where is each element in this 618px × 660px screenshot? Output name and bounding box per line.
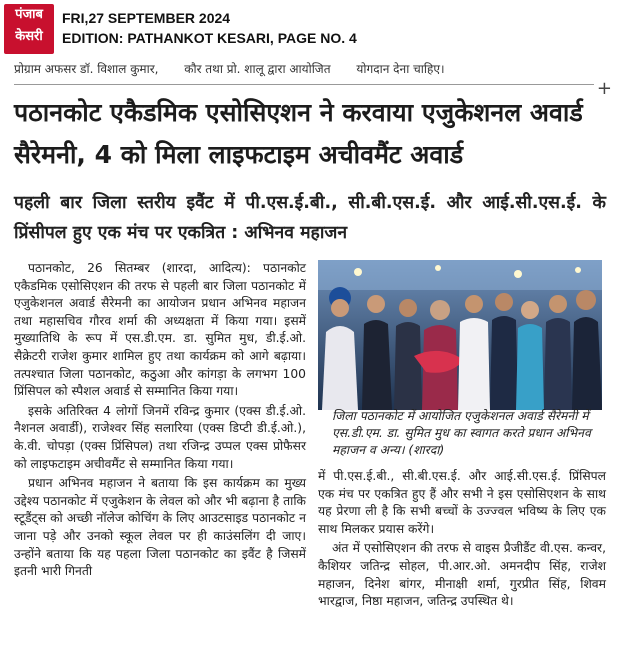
edition-name: EDITION: PATHANKOT KESARI, PAGE NO. 4 [62,30,357,46]
article-paragraph: अंत में एसोसिएशन की तरफ से वाइस प्रैजीडैंट वी.एस. कन्वर, कैशियर जतिन्द्र सोहल, पी.आर.ओ. अमनदीप सिंह, राजेश महाजन, दिनेश बांगर, मीनाक्षी शर्मा, गुरप्रीत सिंह, शिवम भारद्वाज, निष्ठा महाजन, जतिन्द्र उपस्थित थे। [318,541,606,609]
logo-line-2: केसरी [15,29,43,44]
crosshair-plus-icon: + [596,78,612,99]
article-paragraph: प्रधान अभिनव महाजन ने बताया कि इस कार्यक्रम का मुख्य उद्देश्य पठानकोट में एजुकेशन के लेवल को और भी बढ़ाना है ताकि स्टूडैंट्स को अच्छी नॉलेज कोचिंग के लिए आउटसाइड पठानकोट न जाना पड़े और उनको स्कूल लेवल पर ही काउंसलिंग दी जाए। उन्होंने बताया कि यह पहला जिला पठानकोट का इवैंट है जिसमें इतनी भारी गिनती [14,476,306,579]
logo-line-1: पंजाब [15,7,43,22]
cutline-fragment: प्रोग्राम अफसर डॉ. विशाल कुमार, [14,62,159,76]
previous-article-cutline [14,60,604,77]
divider-line [14,84,594,85]
article-column-right [318,468,606,611]
cutline-fragment: कौर तथा प्रो. शालू द्वारा आयोजित [184,62,331,76]
article-paragraph: में पी.एस.ई.बी., सी.बी.एस.ई. और आई.सी.एस.ई. प्रिंसिपल एक मंच पर एकत्रित हुए हैं और सभी ने इस एसोसिएशन के साथ यह प्रेरणा ली है कि सभी बच्चों के उज्ज्वल भविष्य के लिए एक साथ मिलकर प्रयास करेंगे। [318,469,606,536]
article-paragraph: पठानकोट, 26 सितम्बर (शारदा, आदित्य): पठानकोट एकैडमिक एसोसिएशन की तरफ से पहली बार जिला पठानकोट में एजुकेशनल अवार्ड सैरेमनी का आयोजन प्रधान अभिनव महाजन तथा महासचिव गौरव शर्मा की अध्यक्षता में किया गया। इसमें मुख्यातिथि के रूप में एस.डी.एम. डा. सुमित मुध, डी.ई.ओ. सैक्रेटरी राजेश कुमार शामिल हुए तथा कार्यक्रम को आगे बढ़ाया। तत्पश्चात जिला पठानकोट, कठुआ और कांगड़ा के लगभग 100 प्रिंसिपल को स्पैशल अवार्ड से सम्मानित किया गया। [14,261,306,399]
edition-meta [62,8,357,48]
event-photo [318,260,602,410]
article-paragraph: इसके अतिरिक्त 4 लोगों जिनमें रविन्द्र कुमार (एक्स डी.ई.ओ. नैशनल अवार्डी), राजेश्वर सिंह सलारिया (एक्स डिप्टी डी.ई.ओ.), के.वी. चोपड़ा (एक्स प्रिंसिपल) तथा रजिन्द्र उप्पल एक्स प्रोफैसर को लाइफटाइम अचीवमैंट से सम्मानित किया गया। [14,403,306,471]
event-photo-illustration [318,260,602,410]
article-headline: पठानकोट एकैडमिक एसोसिएशन ने करवाया एजुकेशनल अवार्ड सैरेमनी, 4 को मिला लाइफटाइम अचीवमैंट अवार्ड [14,98,583,169]
photo-caption: जिला पठानकोट में आयोजित एजुकेशनल अवार्ड सैरेमनी में एस.डी.एम. डा. सुमित मुध का स्वागत करते प्रधान अभिनव महाजन व अन्य। (शारदा) [332,409,591,457]
article-subheadline: पहली बार जिला स्तरीय इवैंट में पी.एस.ई.बी., सी.बी.एस.ई. और आई.सी.एस.ई. के प्रिंसीपल हुए एक मंच पर एकत्रित : अभिनव महाजन [14,193,606,243]
cutline-fragment: योगदान देना चाहिए। [356,62,445,76]
edition-date: FRI,27 SEPTEMBER 2024 [62,10,231,26]
masthead [0,0,618,58]
punjab-kesari-logo [4,4,54,54]
article-column-left [14,260,306,581]
